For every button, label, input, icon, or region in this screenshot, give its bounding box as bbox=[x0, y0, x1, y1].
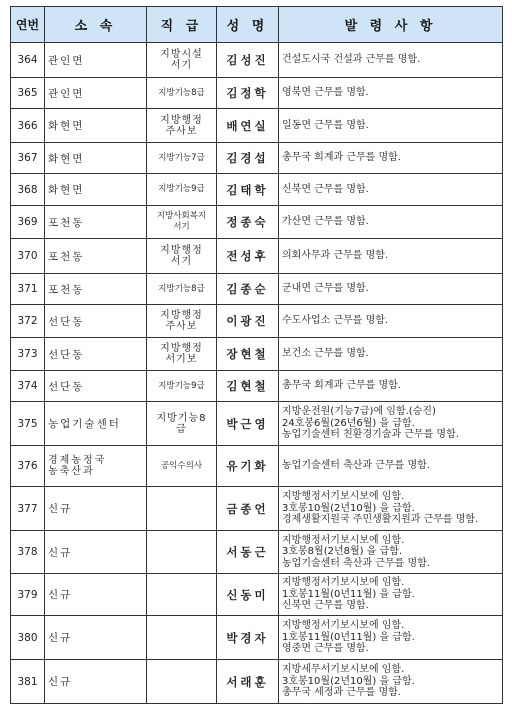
rank-line: 주사보 bbox=[165, 125, 198, 137]
department-line: 화현면 bbox=[48, 152, 85, 165]
appointment-note-line: 지방행정서기보시보에 임함. bbox=[282, 534, 405, 546]
department-line: 화현면 bbox=[48, 184, 85, 196]
table-row bbox=[11, 616, 503, 660]
department-line: 관인면 bbox=[48, 54, 85, 67]
person-name: 김현철 bbox=[217, 371, 279, 402]
appointment-note-line: 1호봉11월(0년11월) 을 급함. bbox=[282, 588, 415, 600]
rank-line: 지방행정 bbox=[160, 245, 203, 256]
table-row bbox=[11, 574, 503, 616]
row-number: 368 bbox=[11, 174, 45, 206]
table-body bbox=[11, 43, 503, 704]
appointment-note bbox=[279, 446, 503, 487]
appointment-note-line: 영북면 근무를 명함. bbox=[282, 87, 369, 99]
person-name: 유기화 bbox=[217, 446, 279, 487]
department bbox=[45, 206, 147, 239]
rank-line: 지방기능8급 bbox=[158, 87, 205, 98]
person-name: 박근영 bbox=[217, 402, 279, 446]
table-row bbox=[11, 206, 503, 239]
row-number: 366 bbox=[11, 109, 45, 143]
person-name: 금종언 bbox=[217, 487, 279, 531]
table-row bbox=[11, 338, 503, 371]
person-name: 김경섭 bbox=[217, 143, 279, 174]
rank-line: 지방기능8 bbox=[156, 412, 207, 424]
department bbox=[45, 109, 147, 143]
person-name: 장현철 bbox=[217, 338, 279, 371]
row-number: 369 bbox=[11, 206, 45, 239]
rank bbox=[147, 487, 217, 531]
appointment-note bbox=[279, 402, 503, 446]
department bbox=[45, 446, 147, 487]
department-line: 농축산과 bbox=[48, 466, 95, 477]
person-name: 서래훈 bbox=[217, 660, 279, 704]
rank-line: 지방행정 bbox=[160, 343, 203, 354]
appointment-note-line: 경제생활지원국 주민생활지원과 근무를 명함. bbox=[282, 514, 479, 526]
table-row bbox=[11, 239, 503, 274]
rank bbox=[147, 660, 217, 704]
department bbox=[45, 78, 147, 109]
row-number: 364 bbox=[11, 43, 45, 78]
department bbox=[45, 239, 147, 274]
department-line: 포천동 bbox=[48, 283, 85, 296]
appointment-note-line: 신북면 근무를 명함. bbox=[282, 183, 369, 195]
appointment-note-line: 의회사무과 근무를 명함. bbox=[282, 250, 389, 262]
row-number: 371 bbox=[11, 274, 45, 305]
rank-line: 지방기능7급 bbox=[158, 152, 205, 163]
table-row bbox=[11, 531, 503, 574]
department bbox=[45, 274, 147, 305]
person-name: 김성진 bbox=[217, 43, 279, 78]
person-name: 김태학 bbox=[217, 174, 279, 206]
header-appointment: 발 령 사 항 bbox=[279, 7, 503, 43]
appointment-note-line: 신북면 근무를 명함. bbox=[282, 600, 369, 612]
table-row bbox=[11, 78, 503, 109]
appointment-note bbox=[279, 487, 503, 531]
appointment-note bbox=[279, 174, 503, 206]
department-line: 화현면 bbox=[48, 120, 85, 132]
person-name: 배연실 bbox=[217, 109, 279, 143]
table-row bbox=[11, 43, 503, 78]
appointment-note bbox=[279, 371, 503, 402]
person-name: 김정학 bbox=[217, 78, 279, 109]
header-row bbox=[11, 7, 503, 43]
rank bbox=[147, 616, 217, 660]
person-name: 신동미 bbox=[217, 574, 279, 616]
header-rank: 직 급 bbox=[147, 7, 217, 43]
person-name: 정종숙 bbox=[217, 206, 279, 239]
department-line: 신규 bbox=[48, 589, 73, 601]
row-number: 375 bbox=[11, 402, 45, 446]
row-number: 377 bbox=[11, 487, 45, 531]
department-line: 신규 bbox=[48, 676, 73, 688]
rank bbox=[147, 174, 217, 206]
person-name: 서동근 bbox=[217, 531, 279, 574]
rank bbox=[147, 78, 217, 109]
appointment-note bbox=[279, 616, 503, 660]
department-line: 신규 bbox=[48, 546, 73, 559]
appointment-note bbox=[279, 660, 503, 704]
row-number: 373 bbox=[11, 338, 45, 371]
department bbox=[45, 574, 147, 616]
appointment-note bbox=[279, 305, 503, 338]
table-row bbox=[11, 487, 503, 531]
table-row bbox=[11, 174, 503, 206]
rank-line: 지방행정 bbox=[160, 310, 203, 321]
department-line: 포천동 bbox=[48, 250, 85, 263]
appointment-note-line: 3호봉8월(2년8월) 을 급함. bbox=[282, 546, 403, 558]
row-number: 365 bbox=[11, 78, 45, 109]
appointment-note-line: 지방세무서기보시보에 임함. bbox=[282, 664, 405, 676]
appointment-note-line: 보건소 근무를 명함. bbox=[282, 348, 369, 360]
department bbox=[45, 487, 147, 531]
table-row bbox=[11, 143, 503, 174]
table-row bbox=[11, 446, 503, 487]
rank-line: 지방시설 bbox=[160, 49, 203, 60]
appointment-note-line: 농업기술센터 친환경기술과 근무를 명함. bbox=[282, 429, 459, 441]
appointment-note-line: 지방운전원(기능7급)에 임함.(승진) bbox=[282, 406, 436, 418]
table-row bbox=[11, 274, 503, 305]
appointment-note-line: 일동면 근무를 명함. bbox=[282, 119, 369, 131]
rank bbox=[147, 43, 217, 78]
rank bbox=[147, 574, 217, 616]
department-line: 신규 bbox=[48, 503, 73, 515]
appointment-note bbox=[279, 338, 503, 371]
rank-line: 서기보 bbox=[165, 354, 198, 365]
rank-line: 서기 bbox=[170, 256, 193, 267]
table-row bbox=[11, 402, 503, 446]
department bbox=[45, 143, 147, 174]
rank bbox=[147, 109, 217, 143]
row-number: 381 bbox=[11, 660, 45, 704]
rank-line: 지방기능9급 bbox=[158, 184, 205, 194]
department bbox=[45, 660, 147, 704]
row-number: 367 bbox=[11, 143, 45, 174]
row-number: 372 bbox=[11, 305, 45, 338]
department-line: 관인면 bbox=[48, 87, 85, 100]
appointment-note-line: 군내면 근무를 명함. bbox=[282, 283, 369, 295]
rank bbox=[147, 305, 217, 338]
rank bbox=[147, 531, 217, 574]
appointment-table bbox=[10, 6, 503, 704]
department bbox=[45, 531, 147, 574]
rank-line: 지방행정 bbox=[160, 114, 203, 126]
row-number: 380 bbox=[11, 616, 45, 660]
department bbox=[45, 338, 147, 371]
appointment-note bbox=[279, 574, 503, 616]
person-name: 박경자 bbox=[217, 616, 279, 660]
person-name: 전성후 bbox=[217, 239, 279, 274]
row-number: 374 bbox=[11, 371, 45, 402]
rank-line: 지방기능8급 bbox=[158, 283, 205, 294]
rank-line: 주사보 bbox=[165, 321, 198, 332]
header-department: 소 속 bbox=[45, 7, 147, 43]
appointment-note-line: 지방행정서기보시보에 임함. bbox=[282, 620, 405, 632]
appointment-note-line: 농업기술센터 축산과 근무를 명함. bbox=[282, 557, 430, 569]
header-number: 연번 bbox=[11, 7, 45, 43]
table-row bbox=[11, 305, 503, 338]
rank-line: 서기 bbox=[173, 222, 190, 232]
rank-line: 지방기능9급 bbox=[158, 380, 205, 391]
department bbox=[45, 305, 147, 338]
rank-line: 공익수의사 bbox=[160, 460, 203, 471]
appointment-note-line: 지방행정서기보시보에 임함. bbox=[282, 491, 405, 503]
table-row bbox=[11, 371, 503, 402]
department bbox=[45, 174, 147, 206]
appointment-note-line: 3호봉10월(2년10월) 을 급함. bbox=[282, 675, 415, 687]
department bbox=[45, 43, 147, 78]
department bbox=[45, 402, 147, 446]
department-line: 경제농정국 bbox=[48, 455, 107, 466]
appointment-note-line: 가산면 근무를 명함. bbox=[282, 216, 369, 228]
person-name: 이광진 bbox=[217, 305, 279, 338]
appointment-note bbox=[279, 78, 503, 109]
rank bbox=[147, 274, 217, 305]
department-line: 포천동 bbox=[48, 216, 85, 229]
appointment-note-line: 1호봉11월(0년11월) 을 급함. bbox=[282, 631, 415, 643]
department bbox=[45, 616, 147, 660]
rank bbox=[147, 338, 217, 371]
appointment-note bbox=[279, 239, 503, 274]
rank-line: 서기 bbox=[170, 60, 193, 71]
appointment-note-line: 총무국 회계과 근무를 명함. bbox=[282, 380, 401, 392]
appointment-note bbox=[279, 143, 503, 174]
rank bbox=[147, 206, 217, 239]
row-number: 378 bbox=[11, 531, 45, 574]
appointment-note-line: 영중면 근무를 명함. bbox=[282, 643, 369, 655]
rank bbox=[147, 371, 217, 402]
department-line: 신규 bbox=[48, 632, 73, 644]
appointment-note bbox=[279, 274, 503, 305]
row-number: 370 bbox=[11, 239, 45, 274]
department bbox=[45, 371, 147, 402]
appointment-note-line: 3호봉10월(2년10월) 을 급함. bbox=[282, 502, 415, 514]
appointment-note-line: 24호봉6월(26년6월) 을 급함. bbox=[282, 417, 415, 429]
department-line: 농업기술센터 bbox=[48, 418, 121, 430]
table-row bbox=[11, 660, 503, 704]
table-row bbox=[11, 109, 503, 143]
appointment-note-line: 건설도시국 건설과 근무를 명함. bbox=[282, 54, 421, 66]
department-line: 선단동 bbox=[48, 348, 85, 361]
header-name: 성 명 bbox=[217, 7, 279, 43]
rank-line: 급 bbox=[176, 423, 187, 435]
rank bbox=[147, 402, 217, 446]
person-name: 김종순 bbox=[217, 274, 279, 305]
appointment-note-line: 수도사업소 근무를 명함. bbox=[282, 315, 389, 327]
appointment-note bbox=[279, 109, 503, 143]
appointment-note bbox=[279, 43, 503, 78]
appointment-note-line: 지방행정서기보시보에 임함. bbox=[282, 577, 405, 589]
rank-line: 지방사회복지 bbox=[156, 211, 207, 221]
appointment-note-line: 농업기술센터 축산과 근무를 명함. bbox=[282, 460, 430, 472]
row-number: 379 bbox=[11, 574, 45, 616]
appointment-note-line: 총무국 세정과 근무를 명함. bbox=[282, 687, 401, 699]
appointment-note-line: 총무국 회계과 근무를 명함. bbox=[282, 152, 401, 164]
appointment-note bbox=[279, 531, 503, 574]
row-number: 376 bbox=[11, 446, 45, 487]
rank bbox=[147, 143, 217, 174]
rank bbox=[147, 446, 217, 487]
appointment-note bbox=[279, 206, 503, 239]
rank bbox=[147, 239, 217, 274]
department-line: 선단동 bbox=[48, 380, 85, 393]
department-line: 선단동 bbox=[48, 315, 85, 328]
